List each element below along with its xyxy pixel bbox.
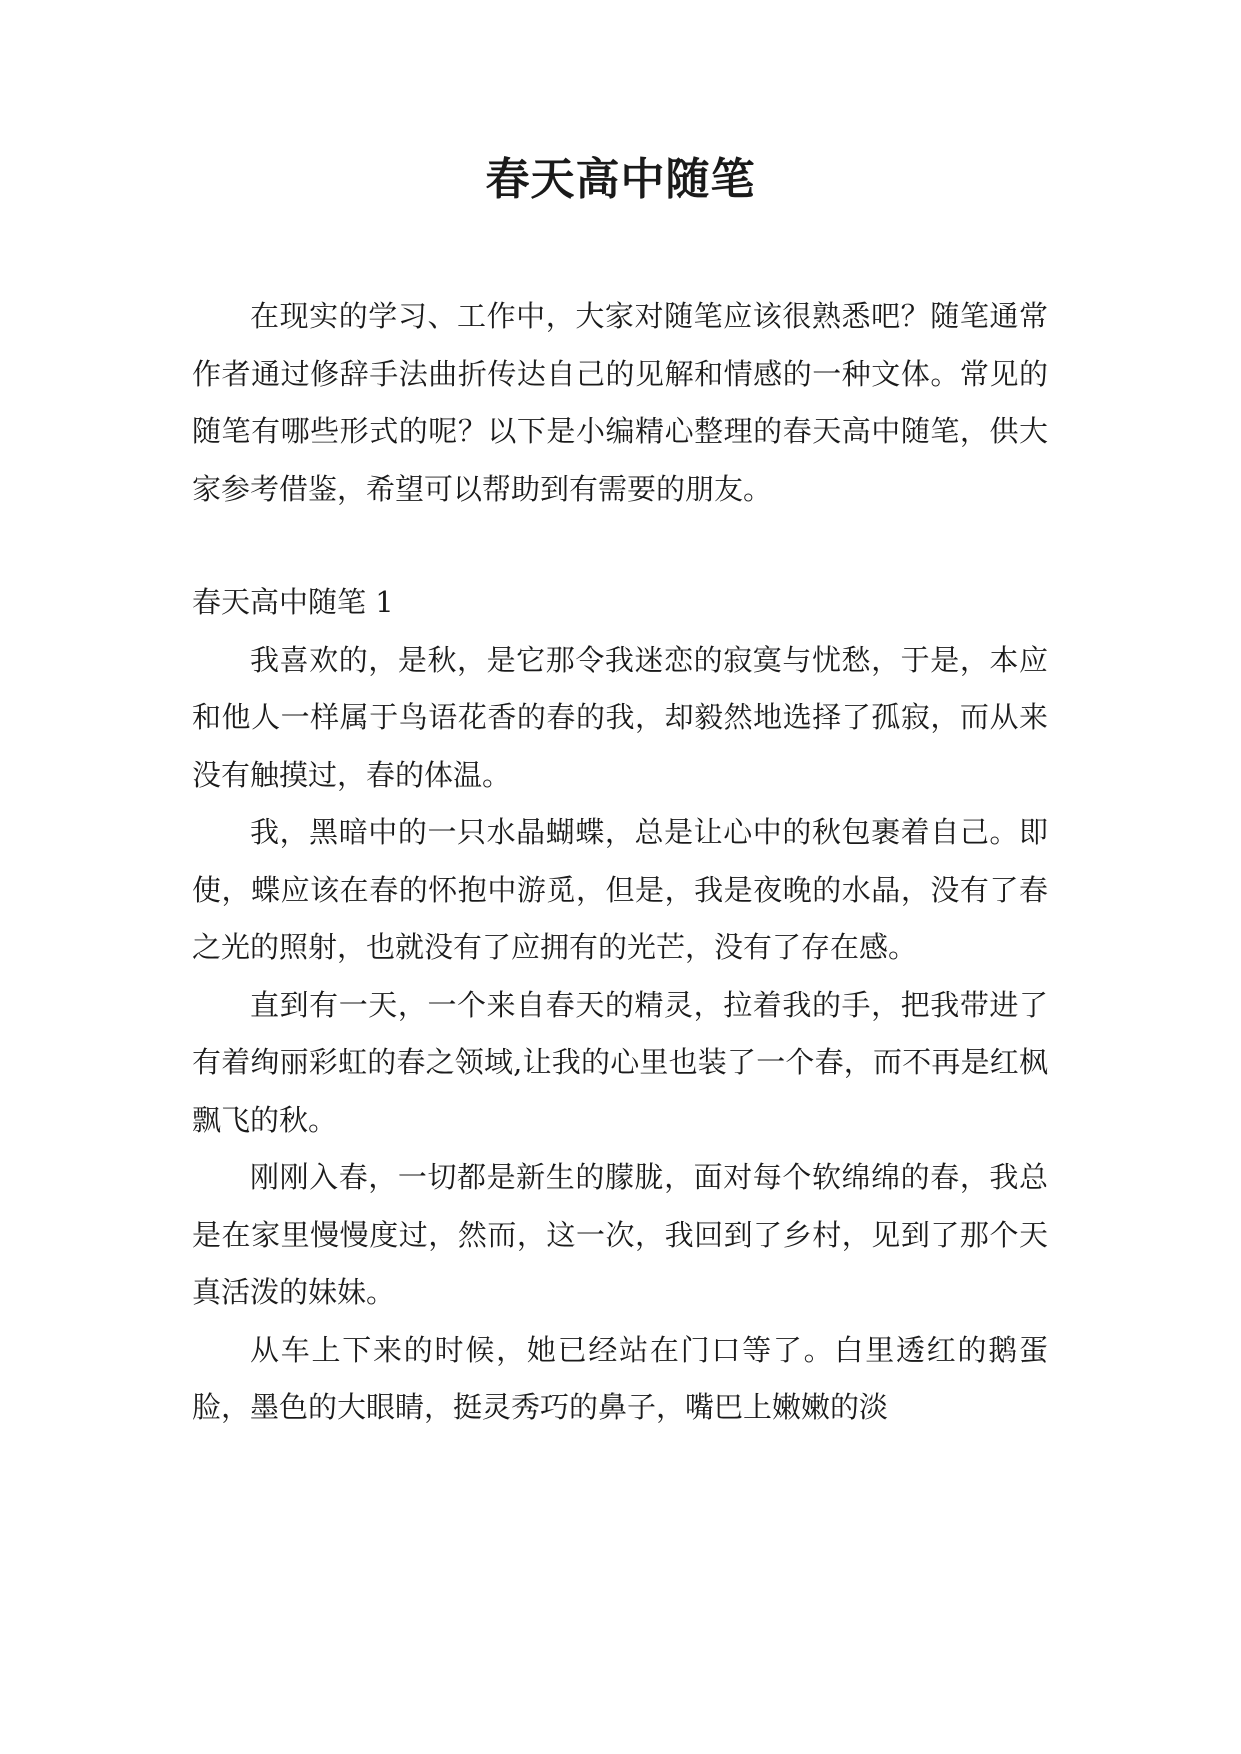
section-heading: 春天高中随笔 1 [192,585,394,619]
body-paragraph: 我，黑暗中的一只水晶蝴蝶，总是让心中的秋包裹着自己。即使，蝶应该在春的怀抱中游觅，但是，我是夜晚的水晶，没有了春之光的照射，也就没有了应拥有的光芒，没有了存在感。 [192,815,1048,964]
body-paragraph: 我喜欢的，是秋，是它那令我迷恋的寂寞与忧愁，于是，本应和他人一样属于鸟语花香的春的我，却毅然地选择了孤寂，而从来没有触摸过，春的体温。 [192,642,1048,792]
body-paragraph: 刚刚入春，一切都是新生的朦胧，面对每个软绵绵的春，我总是在家里慢慢度过，然而，这一次，我回到了乡村，见到了那个天真活泼的妹妹。 [192,1160,1048,1309]
document-body [192,288,1048,1437]
body-paragraph: 直到有一天，一个来自春天的精灵，拉着我的手，把我带进了有着绚丽彩虹的春之领域,让我的心里也装了一个春，而不再是红枫飘飞的秋。 [192,987,1048,1137]
document-title: 春天高中随笔 [485,154,756,205]
body-paragraph: 从车上下来的时候，她已经站在门口等了。白里透红的鹅蛋脸，墨色的大眼睛，挺灵秀巧的鼻子，嘴巴上嫩嫩的淡 [192,1332,1048,1424]
intro-paragraph: 在现实的学习、工作中，大家对随笔应该很熟悉吧？随笔通常作者通过修辞手法曲折传达自己的见解和情感的一种文体。常见的随笔有哪些形式的呢？以下是小编精心整理的春天高中随笔，供大家参考借鉴，希望可以帮助到有需要的朋友。 [192,299,1048,506]
